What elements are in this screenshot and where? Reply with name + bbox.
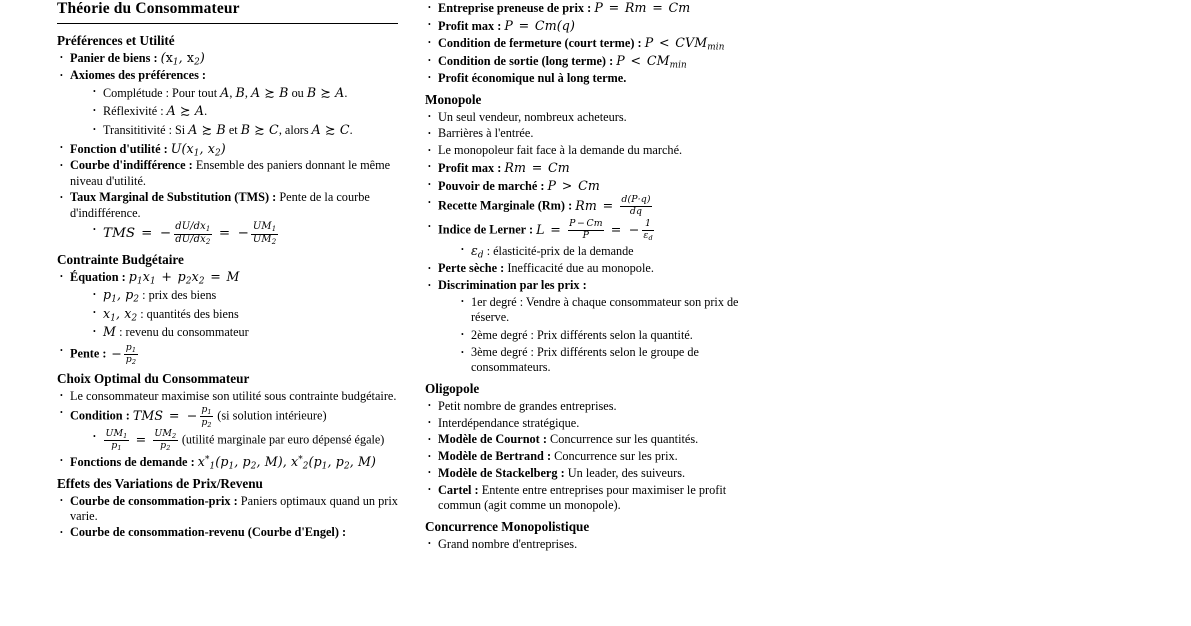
list-item [425, 18, 755, 34]
item-label: Pouvoir de marché : [438, 178, 545, 193]
list-item [425, 537, 755, 552]
item-text: Inefficacité due au monopole. [507, 261, 654, 276]
section-heading-concurrence-monopolistique: Concurrence Monopolistique [425, 519, 590, 535]
item-label: Profit économique nul à long terme. [438, 70, 627, 85]
list-item [425, 0, 755, 16]
list-item [57, 389, 402, 404]
item-label: Pente : [70, 346, 107, 361]
item-note: (si solution intérieure) [217, 409, 327, 424]
section-heading-oligopole: Oligopole [425, 381, 480, 397]
item-label: Condition : [70, 409, 130, 424]
list-item: • M : revenu du consommateur [90, 324, 402, 340]
item-text: Barrières à l'entrée. [438, 126, 534, 141]
item-text: Concurrence sur les quantités. [550, 432, 699, 447]
list-item [425, 35, 755, 51]
item-label: Perte sèche : [438, 261, 505, 276]
section-heading-choix-optimal: Choix Optimal du Consommateur [57, 371, 250, 387]
list-item [90, 222, 402, 245]
list-item [57, 269, 402, 340]
list-item [425, 416, 755, 431]
list-item [57, 190, 402, 245]
math-preneuse-prix: P = Rm = Cm [594, 0, 691, 15]
item-label: Profit max : [438, 160, 502, 175]
list-preferences [57, 50, 402, 245]
list-item: • 2ème degré : Prix différents selon la quantité. [458, 328, 755, 343]
item-label: Courbe d'indifférence : [70, 158, 193, 173]
item-label: Taux Marginal de Substitution (TMS) : [70, 190, 277, 205]
item-label: Fonction d'utilité : [70, 141, 168, 156]
list-discrimination [438, 295, 755, 376]
item-label: Fonctions de demande : [70, 454, 195, 469]
item-label: Profit max : [438, 18, 502, 33]
item-text: Concurrence sur les prix. [554, 449, 678, 464]
list-item: • Complétude : Pour tout A, B, A ≿ B ou B ≿ A. [90, 85, 402, 101]
item-label: Entreprise preneuse de prix : [438, 1, 592, 15]
list-item [425, 466, 755, 481]
math-profit-max-mono: Rm = Cm [504, 159, 570, 175]
list-item [57, 68, 402, 138]
item-label: Modèle de Cournot : [438, 432, 547, 447]
item-label: Cartel : [438, 482, 479, 497]
item-text: Entente entre entreprises pour maximiser le profit commun (agit comme un monopole). [438, 482, 727, 512]
item-label: Axiomes des préférences : [70, 68, 207, 83]
item-label: Courbe de consommation-revenu (Courbe d'Engel) : [70, 525, 347, 540]
item-label: Équation : [70, 270, 126, 285]
list-item [425, 110, 755, 125]
math-pente: − $\frac{p_1}{p_2}$ [111, 342, 137, 366]
math-demande: $x^*_1(p_1$, $p_2$, M), $x^*_2(p_1$, $p_2$, M) [197, 453, 377, 472]
list-item [57, 494, 402, 524]
item-label: Indice de Lerner : [438, 222, 534, 237]
list-oligopole [425, 399, 755, 513]
page-title: Théorie du Consommateur [57, 0, 240, 17]
list-monopole [425, 110, 755, 376]
list-item: • Réflexivité : A ≿ A. [90, 103, 402, 119]
item-text: Le consommateur maximise son utilité sous contrainte budgétaire. [70, 388, 397, 403]
math-budget: $p_1x_1 + p_2x_2 = M$ [128, 269, 240, 287]
list-item [425, 143, 755, 158]
list-axiomes [70, 85, 402, 138]
list-item [425, 160, 755, 176]
list-item [425, 71, 755, 86]
item-label: Discrimination par les prix : [438, 278, 587, 293]
list-item: • $p_1$, $p_2$ : prix des biens [90, 287, 402, 303]
list-item [425, 449, 755, 464]
list-item [57, 158, 402, 188]
list-item [425, 195, 755, 217]
list-choix-optimal [57, 389, 402, 470]
item-text: Paniers optimaux quand un prix varie. [70, 493, 398, 523]
right-column [425, 0, 755, 553]
list-item [425, 432, 755, 447]
item-label: Condition de fermeture (court terme) : [438, 36, 642, 51]
list-item [425, 399, 755, 414]
section-heading-effets: Effets des Variations de Prix/Revenu [57, 475, 263, 491]
math-condition: TMS = − $\frac{p_1}{p_2}$ [132, 404, 212, 429]
list-item [57, 454, 402, 470]
item-label: Recette Marginale (Rm) : [438, 199, 573, 214]
item-label: Panier de biens : [70, 51, 158, 66]
list-item [57, 405, 402, 451]
list-item [425, 261, 755, 276]
list-item: • Transititivité : Si A ≿ B et B ≿ C, alors A ≿ C. [90, 122, 402, 138]
item-text: Grand nombre d'entreprises. [438, 536, 578, 551]
title-divider [57, 23, 398, 24]
item-label: Modèle de Bertrand : [438, 449, 552, 464]
left-column [57, 0, 402, 542]
math-profit-max-cpp: P = Cm(q) [504, 17, 576, 33]
item-label: Courbe de consommation-prix : [70, 493, 238, 508]
list-item [57, 141, 402, 157]
list-concurrence-monopolistique [425, 537, 755, 552]
math-um-ratio: • $\frac{UM_1}{p_1}$ = $\frac{UM_2}{p_2}$ [105, 428, 177, 452]
list-item [425, 126, 755, 141]
math-sortie: $P < CM_{min}$ [616, 53, 687, 71]
list-item: • 1er degré : Vendre à chaque consommateur son prix de réserve. [458, 295, 755, 325]
math-tms: TMS = − $\frac{dU/dx_1}{dU/dx_2}$ = − $\frac{UM_1}{UM_2}$ [103, 221, 277, 247]
list-item-clipped [57, 525, 402, 540]
section-heading-monopole: Monopole [425, 92, 482, 108]
section-heading-preferences: Préférences et Utilité [57, 32, 175, 48]
math-indice-lerner: L = $\frac{P - Cm}{P}$ = − $\frac{1}{\varepsilon_d}$ [536, 218, 653, 242]
math-pouvoir-marche: P > Cm [547, 177, 600, 193]
item-text: Le monopoleur fait face à la demande du marché. [438, 143, 683, 158]
item-label: Condition de sortie (long terme) : [438, 54, 614, 69]
list-item [57, 343, 402, 365]
math-panier: ($x_1$, $x_2$) [160, 50, 205, 68]
item-text: Interdépendance stratégique. [438, 415, 580, 430]
list-concurrence-pure [425, 0, 755, 86]
item-text: Un seul vendeur, nombreux acheteurs. [438, 109, 627, 124]
math-fermeture: $P < CVM_{min}$ [644, 35, 725, 53]
item-text: Pente de la courbe d'indifférence. [70, 190, 370, 220]
list-item [425, 53, 755, 69]
list-condition-sub [70, 429, 402, 451]
list-item [425, 483, 755, 513]
item-text: Un leader, des suiveurs. [567, 465, 686, 480]
list-item [425, 278, 755, 375]
math-utilite: $U(x_1$, $x_2$) [170, 140, 226, 159]
list-lerner-sub [438, 243, 755, 259]
item-note: (utilité marginale par euro dépensé égale) [181, 432, 385, 447]
list-budget-terms [70, 287, 402, 340]
list-item: • $\varepsilon_d$ : élasticité-prix de la demande [458, 243, 755, 259]
list-item: • 3ème degré : Prix différents selon le groupe de consommateurs. [458, 345, 755, 375]
item-label: Modèle de Stackelberg : [438, 465, 565, 480]
list-item [90, 429, 402, 451]
math-recette-marginale: Rm = $\frac{d(P\cdot q)}{dq}$ [575, 194, 651, 218]
list-contrainte [57, 269, 402, 365]
list-effets [57, 494, 402, 541]
section-heading-contrainte: Contrainte Budgétaire [57, 251, 184, 267]
list-item [425, 178, 755, 194]
list-item [425, 219, 755, 259]
list-item: • $x_1$, $x_2$ : quantités des biens [90, 306, 402, 322]
item-text: Petit nombre de grandes entreprises. [438, 398, 617, 413]
list-item [57, 50, 402, 66]
item-text: Ensemble des paniers donnant le même niveau d'utilité. [70, 158, 391, 188]
list-tms [70, 222, 402, 245]
